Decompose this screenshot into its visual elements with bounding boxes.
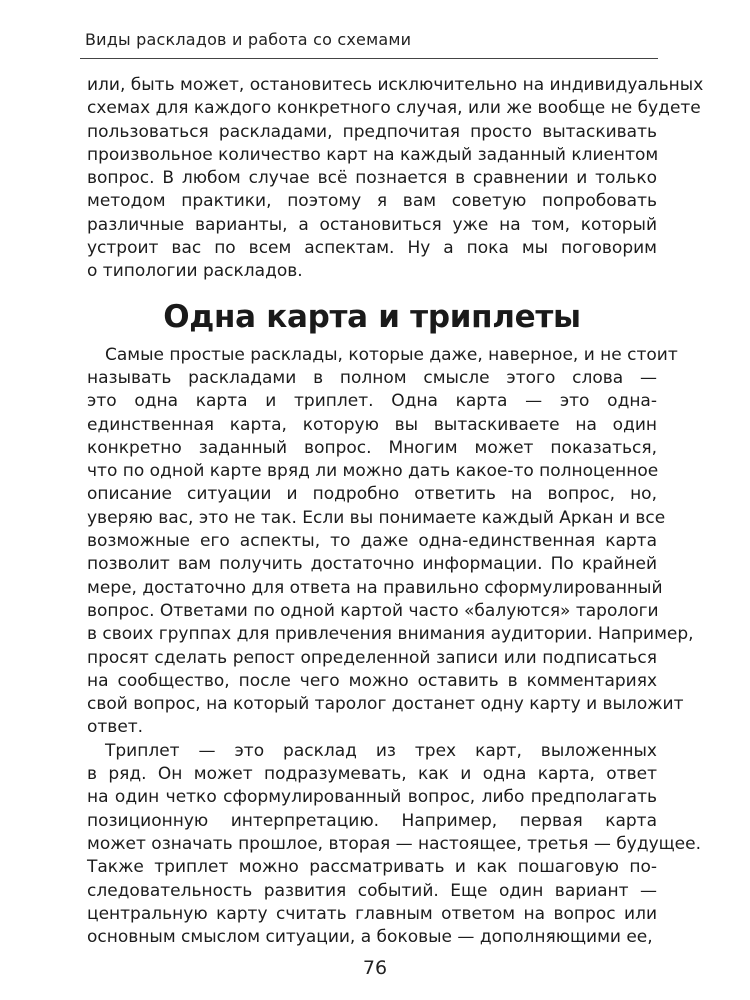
text-line: методом практики, поэтому я вам советую попробовать [87, 191, 657, 212]
text-line: единственная карта, которую вы вытаскиваете на один [87, 414, 657, 435]
text-line: различные варианты, а остановиться уже на том, который [87, 214, 657, 235]
text-line: позиционную интерпретацию. Например, первая карта [87, 810, 657, 831]
text-line: основным смыслом ситуации, а боковые — дополняющими ее, [87, 927, 653, 948]
text-line: в ряд. Он может подразумевать, как и одна карта, ответ [87, 764, 657, 785]
text-line: на сообщество, после чего можно оставить в комментариях [87, 670, 657, 691]
text-line: или, быть может, остановитесь исключительно на индивидуальных [87, 75, 704, 95]
section-title: Одна карта и триплеты [163, 298, 581, 335]
page-number: 76 [362, 957, 388, 979]
text-line: это одна карта и триплет. Одна карта — это одна- [87, 391, 657, 412]
text-line: в своих группах для привлечения внимания аудитории. Например, [87, 624, 694, 645]
text-line: центральную карту считать главным ответом на вопрос или [87, 903, 657, 924]
text-line: вопрос. В любом случае всё познается в сравнении и только [87, 168, 657, 189]
text-line: описание ситуации и подробно ответить на вопрос, но, [87, 484, 657, 505]
text-line: Самые простые расклады, которые даже, наверное, и не стоит [105, 344, 678, 365]
text-line: возможные его аспекты, то даже одна-единственная карта [87, 531, 657, 552]
header-divider [80, 58, 658, 59]
text-line: позволит вам получить достаточно информации. По крайней [87, 554, 657, 575]
text-line: пользоваться раскладами, предпочитая просто вытаскивать [87, 121, 657, 142]
text-line: устроит вас по всем аспектам. Ну а пока мы поговорим [87, 238, 657, 259]
running-head: Виды раскладов и работа со схемами [85, 30, 412, 49]
text-line: произвольное количество карт на каждый заданный клиентом [87, 144, 659, 165]
paragraph-one-card [87, 344, 694, 740]
text-line: конкретно заданный вопрос. Многим может показаться, [87, 437, 657, 458]
text-line: следовательность развития событий. Еще один вариант — [87, 880, 657, 901]
page-body [87, 74, 704, 949]
text-line: свой вопрос, на который таролог достанет одну карту и выложит [87, 694, 684, 715]
text-line: может означать прошлое, вторая — настоящее, третья — будущее. [87, 833, 701, 854]
text-line: называть раскладами в полном смысле этого слова — [87, 367, 657, 388]
text-line: на один четко сформулированный вопрос, либо предполагать [87, 787, 657, 808]
intro-paragraph [87, 74, 704, 284]
text-line: уверяю вас, это не так. Если вы понимаете каждый Аркан и все [87, 507, 666, 528]
text-line: Триплет — это расклад из трех карт, выложенных [105, 740, 657, 761]
text-line: мере, достаточно для ответа на правильно сформулированный [87, 577, 663, 598]
text-line: ответ. [87, 717, 144, 738]
text-line: о типологии раскладов. [87, 261, 303, 282]
text-line: что по одной карте вряд ли можно дать какое-то полноценное [87, 461, 659, 482]
text-line: просят сделать репост определенной записи или подписаться [87, 647, 657, 668]
text-line: схемах для каждого конкретного случая, или же вообще не будете [87, 98, 701, 119]
text-line: Также триплет можно рассматривать и как пошаговую по- [87, 857, 657, 878]
text-line: вопрос. Ответами по одной картой часто «балуются» тарологи [87, 600, 659, 621]
paragraph-triplet [87, 740, 701, 950]
